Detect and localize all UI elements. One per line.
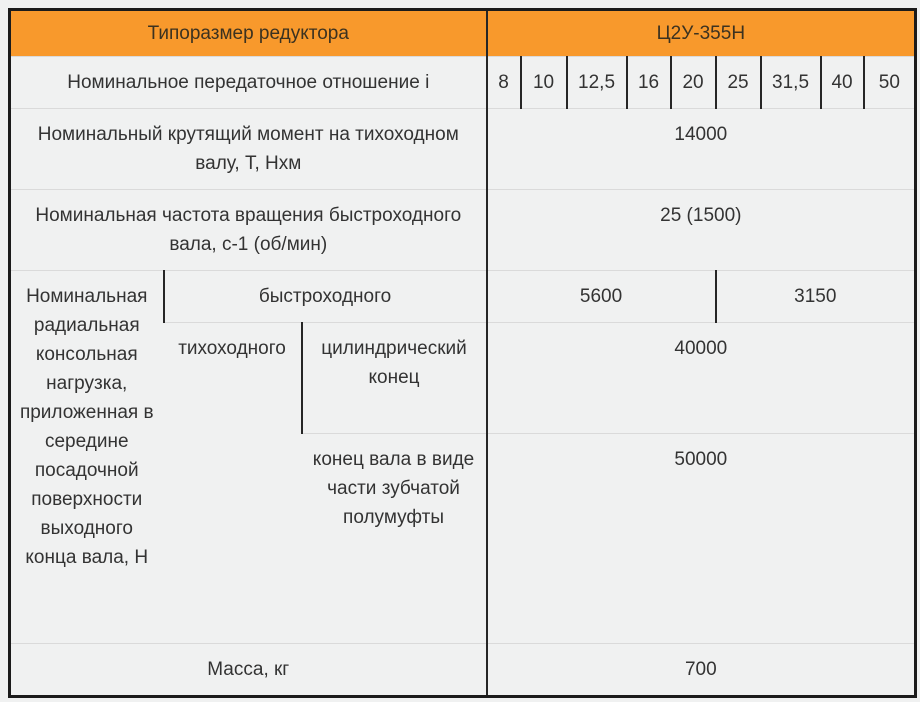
reducer-spec-table bbox=[8, 8, 917, 698]
speed-value-cell: 25 (1500) bbox=[487, 190, 916, 271]
header-type-label-cell: Типоразмер редуктора bbox=[10, 10, 487, 57]
ratio-value-cell: 40 bbox=[821, 57, 864, 109]
fast-shaft-label-cell: быстроходного bbox=[164, 271, 487, 323]
coupling-end-label-cell: конец вала в виде части зубчатой полумуфты bbox=[302, 434, 487, 644]
mass-value-cell: 700 bbox=[487, 644, 916, 697]
ratio-value-cell: 20 bbox=[671, 57, 716, 109]
ratio-value-cell: 10 bbox=[521, 57, 567, 109]
radial-load-label-cell: Номинальная радиальная консольная нагрузка, приложенная в середине посадочной поверхности выходного конца вала, Н bbox=[10, 271, 164, 644]
fast-shaft-value-low-ratios-cell: 5600 bbox=[487, 271, 716, 323]
header-model-cell: Ц2У-355Н bbox=[487, 10, 916, 57]
torque-value-cell: 14000 bbox=[487, 109, 916, 190]
ratio-value-cell: 12,5 bbox=[567, 57, 627, 109]
ratio-value-cell: 25 bbox=[716, 57, 761, 109]
mass-label-cell: Масса, кг bbox=[10, 644, 487, 697]
header-row bbox=[10, 10, 916, 57]
slow-shaft-label-cell: тихоходного bbox=[164, 323, 302, 644]
cylindrical-end-value-cell: 40000 bbox=[487, 323, 916, 434]
speed-row bbox=[10, 190, 916, 271]
ratio-row bbox=[10, 57, 916, 109]
cylindrical-end-label-cell: цилиндрический конец bbox=[302, 323, 487, 434]
fast-shaft-value-high-ratios-cell: 3150 bbox=[716, 271, 916, 323]
ratio-label-cell: Номинальное передаточное отношение i bbox=[10, 57, 487, 109]
mass-row bbox=[10, 644, 916, 697]
ratio-value-cell: 16 bbox=[627, 57, 671, 109]
radial-load-fast-shaft-row bbox=[10, 271, 916, 323]
ratio-value-cell: 31,5 bbox=[761, 57, 821, 109]
ratio-value-cell: 50 bbox=[864, 57, 916, 109]
ratio-value-cell: 8 bbox=[487, 57, 521, 109]
coupling-end-value-cell: 50000 bbox=[487, 434, 916, 644]
speed-label-cell: Номинальная частота вращения быстроходного вала, с-1 (об/мин) bbox=[10, 190, 487, 271]
torque-row bbox=[10, 109, 916, 190]
torque-label-cell: Номинальный крутящий момент на тихоходном валу, Т, Нхм bbox=[10, 109, 487, 190]
